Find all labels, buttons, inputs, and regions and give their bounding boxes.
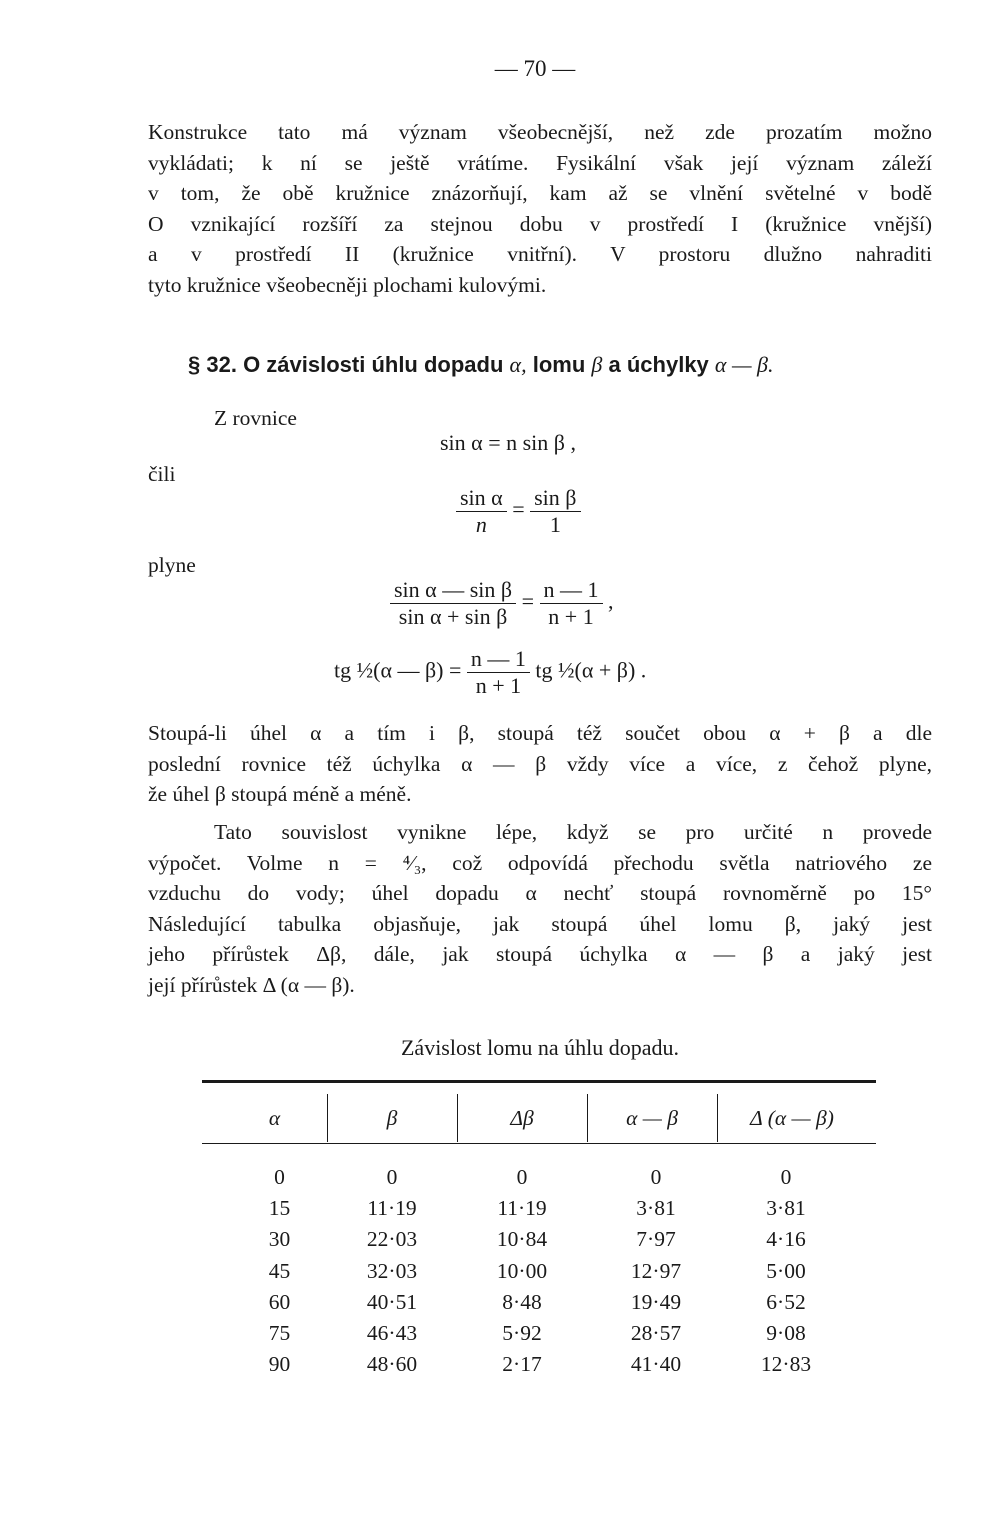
numerator: n — 1 [540,577,603,604]
table-column [736,1162,836,1380]
table-rule-header [202,1143,876,1144]
equals-sign: = [512,496,525,522]
section-number: § 32. [188,352,237,377]
denominator: n + 1 [548,604,594,629]
equation-2 [456,485,581,538]
text-line: Tato souvislost vynikne lépe, když se pro určité n provede [214,820,932,844]
section-title-part: a úchylky [608,352,709,377]
text-line: Následující tabulka objasňuje, jak stoupá úhel lomu β, jaký jest [148,911,932,936]
table-cell: 22·03 [366,1227,418,1252]
table-cell: 9·08 [766,1321,806,1346]
table-cell: 5·00 [766,1258,806,1283]
fraction [390,577,516,630]
numerator: sin α [456,485,507,512]
equation-4 [334,646,646,699]
table-cell: 41·40 [630,1352,682,1377]
table-cell: 10·00 [496,1258,548,1283]
denominator: sin α + sin β [398,604,508,629]
text-line: v tom, že obě kružnice znázorňují, kam až se vlnění světelné v bodě [148,181,932,205]
text-line: a v prostředí II (kružnice vnitřní). V prostoru dlužno nahraditi [148,242,932,266]
table-column [222,1162,337,1380]
table-cell: 46·43 [366,1321,418,1346]
label-z-rovnice: Z rovnice [214,406,297,430]
numerator: sin β [530,485,580,512]
table-cell: 19·49 [630,1289,682,1314]
intro-paragraph [148,117,932,300]
table-cell: 15 [268,1196,291,1221]
numerator: sin α — sin β [390,577,516,604]
table-cell: 0 [274,1165,285,1189]
equation-1: sin α = n sin β , [440,430,576,455]
label-cili: čili [148,462,176,486]
equation-3 [390,577,614,630]
header-beta: β [386,1106,398,1130]
text-line: Konstrukce tato má význam všeobecnější, než zde prozatím možno [148,120,932,144]
text-line: její přírůstek Δ (α — β). [148,972,355,997]
table-cell: 40·51 [366,1289,418,1314]
text-line: vykládati; k ní se ještě vrátíme. Fysikální však její význam záleží [148,150,932,175]
table-cell: 75 [268,1321,291,1346]
table-cell: 0 [780,1165,792,1189]
paragraph-3 [148,817,932,1000]
text-line: O vznikající rozšíří za stejnou dobu v prostředí I (kružnice vnější) [148,211,932,236]
denominator: n [475,512,487,537]
table-cell: 30 [268,1227,291,1252]
equation-right: tg ½(α + β) . [535,657,647,683]
text-line: jeho přírůstek Δβ, dále, jak stoupá úchylka α — β a jaký jest [148,942,932,966]
table-cell: 8·48 [502,1289,542,1314]
table-cell: 7·97 [636,1227,676,1252]
section-heading [188,352,774,378]
table-cell: 3·81 [636,1196,676,1221]
text-line: že úhel β stoupá méně a méně. [148,782,412,806]
table-cell: 0 [650,1165,662,1189]
table-rule-top [202,1080,876,1083]
symbol-difference: α — β. [714,352,774,377]
header-alpha-minus-beta: α — β [626,1106,678,1130]
equation-left: tg ½(α — β) = [334,657,462,683]
page-number: — 70 — [494,56,576,81]
table-cell: 4·16 [766,1227,806,1252]
table-cell: 11·19 [367,1196,417,1221]
header-delta-alpha-minus-beta: Δ (α — β) [750,1106,834,1130]
table-column [606,1162,706,1380]
text-line: vzduchu do vody; úhel dopadu α nechť stoupá rovnoměrně po 15° [148,881,932,905]
equals-sign: = [521,588,534,614]
text-line: výpočet. Volme n = ⁴⁄₃, což odpovídá přechodu světla natriového ze [148,850,932,875]
numerator: n — 1 [467,646,530,673]
table-cell: 2·17 [502,1352,542,1377]
symbol-beta: β [591,352,603,377]
denominator: n + 1 [475,673,522,698]
table-cell: 5·92 [502,1321,542,1346]
table-column [342,1162,442,1380]
label-plyne: plyne [148,553,196,577]
table-cell: 90 [268,1352,291,1377]
fraction [456,485,507,538]
denominator: 1 [549,512,561,537]
text-line: tyto kružnice všeobecněji plochami kulovými. [148,272,547,297]
table-cell: 32·03 [366,1258,418,1283]
table-column [472,1162,572,1380]
table-cell: 10·84 [496,1227,548,1252]
table-cell: 3·81 [766,1196,806,1221]
symbol-alpha: α, [509,352,527,377]
fraction [530,485,580,538]
section-title-part: O závislosti úhlu dopadu [243,352,504,377]
fraction [540,577,603,630]
table-cell: 60 [268,1289,291,1314]
comma: , [608,588,614,614]
table-cell: 45 [268,1258,291,1283]
table-cell: 12·97 [630,1258,682,1283]
text-line: poslední rovnice též úchylka α — β vždy více a více, z čehož plyne, [148,751,932,776]
table-cell: 6·52 [766,1289,806,1314]
table-cell: 28·57 [630,1321,682,1346]
table-caption: Závislost lomu na úhlu dopadu. [400,1035,680,1060]
table-cell: 12·83 [760,1352,812,1377]
paragraph-2 [148,718,932,810]
table-cell: 48·60 [366,1352,418,1377]
table-cell: 0 [516,1165,528,1189]
table-cell: 11·19 [497,1196,547,1221]
fraction [467,646,530,699]
table-cell: 0 [386,1165,398,1189]
section-title-part: lomu [532,352,586,377]
text-line: Stoupá-li úhel α a tím i β, stoupá též součet obou α + β a dle [148,721,932,745]
header-delta-beta: Δβ [510,1106,534,1130]
header-alpha: α [268,1106,281,1130]
